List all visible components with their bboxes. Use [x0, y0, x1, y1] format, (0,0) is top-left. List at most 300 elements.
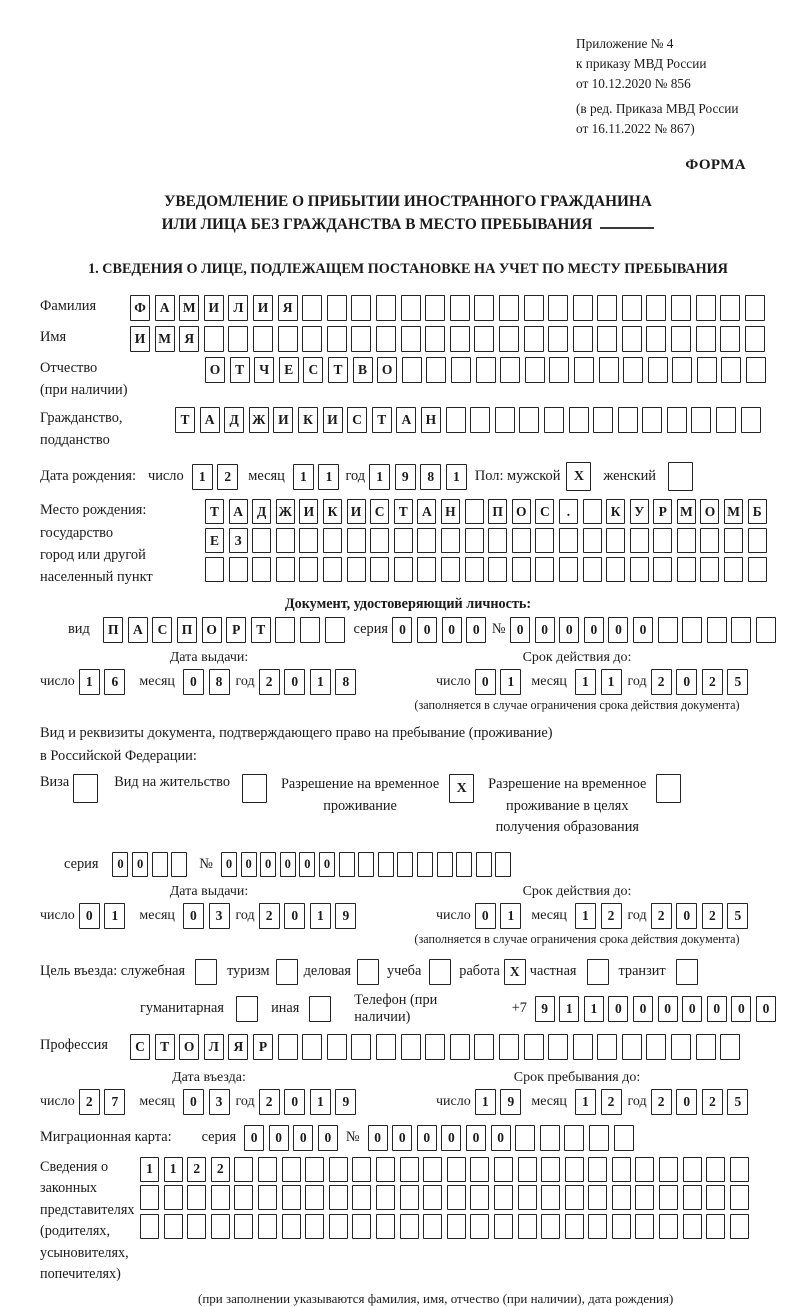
char-cell[interactable]: [548, 1034, 568, 1060]
char-cell[interactable]: [720, 326, 740, 352]
char-cell[interactable]: [470, 1157, 489, 1182]
char-cell[interactable]: 0: [244, 1125, 264, 1151]
char-cell[interactable]: 1: [318, 464, 339, 490]
char-cell[interactable]: 2: [702, 669, 723, 695]
char-cell[interactable]: [524, 295, 544, 321]
char-cell[interactable]: К: [323, 499, 342, 524]
char-cell[interactable]: [544, 407, 564, 433]
char-cell[interactable]: [470, 1214, 489, 1239]
char-cell[interactable]: [541, 1157, 560, 1182]
char-cell[interactable]: 8: [420, 464, 441, 490]
char-cell[interactable]: М: [179, 295, 199, 321]
char-cell[interactable]: [476, 357, 496, 383]
char-cell[interactable]: [646, 295, 666, 321]
char-cell[interactable]: 0: [79, 903, 100, 929]
char-cell[interactable]: [518, 1157, 537, 1182]
char-cell[interactable]: 9: [395, 464, 416, 490]
char-cell[interactable]: 0: [392, 617, 412, 643]
char-cell[interactable]: О: [700, 499, 719, 524]
char-cell[interactable]: 1: [140, 1157, 159, 1182]
char-cell[interactable]: 0: [731, 996, 751, 1022]
char-cell[interactable]: 0: [241, 852, 257, 877]
char-cell[interactable]: 2: [601, 1089, 622, 1115]
char-cell[interactable]: 0: [676, 903, 697, 929]
char-cell[interactable]: [437, 852, 453, 877]
char-cell[interactable]: [494, 1214, 513, 1239]
char-cell[interactable]: О: [205, 357, 225, 383]
char-cell[interactable]: [588, 1157, 607, 1182]
char-cell[interactable]: [305, 1157, 324, 1182]
char-cell[interactable]: [140, 1214, 159, 1239]
char-cell[interactable]: 0: [608, 996, 628, 1022]
char-cell[interactable]: [745, 295, 765, 321]
char-cell[interactable]: [512, 557, 531, 582]
residence-permit-checkbox[interactable]: [242, 774, 267, 803]
char-cell[interactable]: [474, 295, 494, 321]
char-cell[interactable]: [682, 617, 702, 643]
char-cell[interactable]: [559, 528, 578, 553]
char-cell[interactable]: Т: [155, 1034, 175, 1060]
char-cell[interactable]: [541, 1214, 560, 1239]
char-cell[interactable]: [465, 557, 484, 582]
char-cell[interactable]: [426, 357, 446, 383]
char-cell[interactable]: 8: [209, 669, 230, 695]
char-cell[interactable]: Р: [253, 1034, 273, 1060]
char-cell[interactable]: [327, 1034, 347, 1060]
char-cell[interactable]: [302, 1034, 322, 1060]
char-cell[interactable]: 0: [510, 617, 530, 643]
char-cell[interactable]: 2: [651, 669, 672, 695]
purpose-transit-checkbox[interactable]: [676, 959, 698, 985]
char-cell[interactable]: [329, 1214, 348, 1239]
char-cell[interactable]: Р: [653, 499, 672, 524]
char-cell[interactable]: 0: [633, 617, 653, 643]
char-cell[interactable]: [588, 1214, 607, 1239]
char-cell[interactable]: [302, 295, 322, 321]
char-cell[interactable]: 0: [584, 617, 604, 643]
char-cell[interactable]: С: [130, 1034, 150, 1060]
char-cell[interactable]: [278, 326, 298, 352]
char-cell[interactable]: [397, 852, 413, 877]
char-cell[interactable]: [646, 1034, 666, 1060]
char-cell[interactable]: [211, 1185, 230, 1210]
gender-male-checkbox[interactable]: [566, 462, 591, 491]
char-cell[interactable]: 2: [259, 903, 280, 929]
char-cell[interactable]: 2: [217, 464, 238, 490]
char-cell[interactable]: Н: [421, 407, 441, 433]
checkbox-cell[interactable]: [73, 774, 98, 803]
char-cell[interactable]: [499, 326, 519, 352]
char-cell[interactable]: [339, 852, 355, 877]
char-cell[interactable]: [299, 528, 318, 553]
char-cell[interactable]: [589, 1125, 609, 1151]
char-cell[interactable]: [671, 1034, 691, 1060]
char-cell[interactable]: [252, 528, 271, 553]
char-cell[interactable]: [659, 1214, 678, 1239]
char-cell[interactable]: С: [535, 499, 554, 524]
char-cell[interactable]: И: [347, 499, 366, 524]
char-cell[interactable]: [323, 528, 342, 553]
char-cell[interactable]: [573, 326, 593, 352]
char-cell[interactable]: 1: [293, 464, 314, 490]
char-cell[interactable]: 0: [260, 852, 276, 877]
char-cell[interactable]: 0: [676, 669, 697, 695]
char-cell[interactable]: [152, 852, 168, 877]
checkbox-cell[interactable]: [242, 774, 267, 803]
char-cell[interactable]: Н: [441, 499, 460, 524]
checkbox-cell[interactable]: X: [504, 959, 526, 985]
char-cell[interactable]: 0: [299, 852, 315, 877]
char-cell[interactable]: [258, 1157, 277, 1182]
char-cell[interactable]: 0: [132, 852, 148, 877]
char-cell[interactable]: [276, 557, 295, 582]
char-cell[interactable]: [667, 407, 687, 433]
char-cell[interactable]: [724, 557, 743, 582]
char-cell[interactable]: [583, 557, 602, 582]
char-cell[interactable]: [474, 326, 494, 352]
char-cell[interactable]: 1: [369, 464, 390, 490]
char-cell[interactable]: [697, 357, 717, 383]
char-cell[interactable]: [700, 528, 719, 553]
char-cell[interactable]: [606, 557, 625, 582]
char-cell[interactable]: [423, 1214, 442, 1239]
char-cell[interactable]: 1: [575, 1089, 596, 1115]
char-cell[interactable]: Я: [179, 326, 199, 352]
checkbox-cell[interactable]: [429, 959, 451, 985]
char-cell[interactable]: [565, 1157, 584, 1182]
char-cell[interactable]: 0: [475, 669, 496, 695]
char-cell[interactable]: 0: [707, 996, 727, 1022]
char-cell[interactable]: 9: [535, 996, 555, 1022]
char-cell[interactable]: [402, 357, 422, 383]
char-cell[interactable]: [425, 326, 445, 352]
char-cell[interactable]: [696, 295, 716, 321]
char-cell[interactable]: [748, 528, 767, 553]
checkbox-cell[interactable]: [236, 996, 258, 1022]
checkbox-cell[interactable]: [276, 959, 298, 985]
purpose-official-checkbox[interactable]: [195, 959, 217, 985]
char-cell[interactable]: [583, 528, 602, 553]
char-cell[interactable]: Т: [328, 357, 348, 383]
char-cell[interactable]: 1: [310, 669, 331, 695]
char-cell[interactable]: [441, 557, 460, 582]
char-cell[interactable]: [559, 557, 578, 582]
purpose-tourism-checkbox[interactable]: [276, 959, 298, 985]
char-cell[interactable]: 3: [209, 903, 230, 929]
char-cell[interactable]: [618, 407, 638, 433]
char-cell[interactable]: [187, 1214, 206, 1239]
char-cell[interactable]: [456, 852, 472, 877]
char-cell[interactable]: [495, 852, 511, 877]
char-cell[interactable]: [730, 1185, 749, 1210]
checkbox-cell[interactable]: X: [449, 774, 474, 803]
checkbox-cell[interactable]: [587, 959, 609, 985]
char-cell[interactable]: [659, 1157, 678, 1182]
char-cell[interactable]: 0: [319, 852, 335, 877]
char-cell[interactable]: [635, 1185, 654, 1210]
char-cell[interactable]: [691, 407, 711, 433]
char-cell[interactable]: 2: [601, 903, 622, 929]
char-cell[interactable]: [671, 326, 691, 352]
char-cell[interactable]: [583, 499, 602, 524]
char-cell[interactable]: [541, 1185, 560, 1210]
char-cell[interactable]: [465, 528, 484, 553]
char-cell[interactable]: П: [488, 499, 507, 524]
char-cell[interactable]: [653, 528, 672, 553]
char-cell[interactable]: Я: [228, 1034, 248, 1060]
char-cell[interactable]: Л: [204, 1034, 224, 1060]
char-cell[interactable]: [671, 295, 691, 321]
char-cell[interactable]: 0: [466, 1125, 486, 1151]
char-cell[interactable]: С: [370, 499, 389, 524]
char-cell[interactable]: С: [152, 617, 172, 643]
char-cell[interactable]: [441, 528, 460, 553]
char-cell[interactable]: 0: [756, 996, 776, 1022]
char-cell[interactable]: [476, 852, 492, 877]
char-cell[interactable]: М: [724, 499, 743, 524]
char-cell[interactable]: Д: [224, 407, 244, 433]
char-cell[interactable]: [258, 1214, 277, 1239]
char-cell[interactable]: [228, 326, 248, 352]
char-cell[interactable]: 0: [284, 903, 305, 929]
char-cell[interactable]: 0: [535, 617, 555, 643]
char-cell[interactable]: [488, 528, 507, 553]
char-cell[interactable]: [612, 1214, 631, 1239]
char-cell[interactable]: [347, 557, 366, 582]
char-cell[interactable]: [565, 1185, 584, 1210]
char-cell[interactable]: 1: [446, 464, 467, 490]
char-cell[interactable]: [642, 407, 662, 433]
char-cell[interactable]: 1: [601, 669, 622, 695]
char-cell[interactable]: [370, 557, 389, 582]
char-cell[interactable]: 0: [368, 1125, 388, 1151]
char-cell[interactable]: [400, 1214, 419, 1239]
char-cell[interactable]: [635, 1214, 654, 1239]
char-cell[interactable]: [630, 528, 649, 553]
char-cell[interactable]: 0: [658, 996, 678, 1022]
checkbox-cell[interactable]: X: [566, 462, 591, 491]
char-cell[interactable]: 1: [575, 903, 596, 929]
char-cell[interactable]: 0: [466, 617, 486, 643]
char-cell[interactable]: 2: [259, 1089, 280, 1115]
char-cell[interactable]: [450, 1034, 470, 1060]
char-cell[interactable]: [525, 357, 545, 383]
char-cell[interactable]: 1: [500, 903, 521, 929]
char-cell[interactable]: 5: [727, 903, 748, 929]
char-cell[interactable]: [646, 326, 666, 352]
checkbox-cell[interactable]: [668, 462, 693, 491]
char-cell[interactable]: [370, 528, 389, 553]
char-cell[interactable]: 0: [280, 852, 296, 877]
char-cell[interactable]: [376, 1034, 396, 1060]
char-cell[interactable]: [423, 1157, 442, 1182]
char-cell[interactable]: 0: [559, 617, 579, 643]
char-cell[interactable]: [276, 528, 295, 553]
char-cell[interactable]: Я: [278, 295, 298, 321]
char-cell[interactable]: [515, 1125, 535, 1151]
char-cell[interactable]: [329, 1157, 348, 1182]
char-cell[interactable]: 6: [104, 669, 125, 695]
char-cell[interactable]: [394, 557, 413, 582]
char-cell[interactable]: [720, 1034, 740, 1060]
char-cell[interactable]: 2: [187, 1157, 206, 1182]
char-cell[interactable]: М: [155, 326, 175, 352]
char-cell[interactable]: Ч: [254, 357, 274, 383]
char-cell[interactable]: И: [299, 499, 318, 524]
char-cell[interactable]: [653, 557, 672, 582]
char-cell[interactable]: [299, 557, 318, 582]
char-cell[interactable]: [741, 407, 761, 433]
char-cell[interactable]: [593, 407, 613, 433]
char-cell[interactable]: 1: [164, 1157, 183, 1182]
char-cell[interactable]: [470, 1185, 489, 1210]
char-cell[interactable]: [401, 326, 421, 352]
char-cell[interactable]: А: [396, 407, 416, 433]
char-cell[interactable]: [535, 557, 554, 582]
char-cell[interactable]: 2: [651, 903, 672, 929]
char-cell[interactable]: 0: [293, 1125, 313, 1151]
char-cell[interactable]: Т: [394, 499, 413, 524]
char-cell[interactable]: 2: [259, 669, 280, 695]
char-cell[interactable]: [376, 295, 396, 321]
char-cell[interactable]: Т: [372, 407, 392, 433]
char-cell[interactable]: [423, 1185, 442, 1210]
char-cell[interactable]: 9: [335, 903, 356, 929]
char-cell[interactable]: [597, 326, 617, 352]
char-cell[interactable]: [494, 1185, 513, 1210]
purpose-other-checkbox[interactable]: [309, 996, 331, 1022]
char-cell[interactable]: [499, 295, 519, 321]
char-cell[interactable]: [450, 326, 470, 352]
char-cell[interactable]: [376, 1185, 395, 1210]
char-cell[interactable]: И: [253, 295, 273, 321]
char-cell[interactable]: А: [155, 295, 175, 321]
char-cell[interactable]: И: [323, 407, 343, 433]
char-cell[interactable]: 1: [310, 1089, 331, 1115]
char-cell[interactable]: [519, 407, 539, 433]
char-cell[interactable]: 1: [559, 996, 579, 1022]
char-cell[interactable]: 0: [318, 1125, 338, 1151]
char-cell[interactable]: [282, 1214, 301, 1239]
char-cell[interactable]: [417, 852, 433, 877]
char-cell[interactable]: Л: [228, 295, 248, 321]
char-cell[interactable]: [677, 557, 696, 582]
char-cell[interactable]: [447, 1185, 466, 1210]
char-cell[interactable]: 0: [491, 1125, 511, 1151]
char-cell[interactable]: А: [128, 617, 148, 643]
char-cell[interactable]: [565, 1214, 584, 1239]
char-cell[interactable]: 2: [211, 1157, 230, 1182]
char-cell[interactable]: [234, 1185, 253, 1210]
purpose-work-checkbox[interactable]: [504, 959, 526, 985]
char-cell[interactable]: [599, 357, 619, 383]
char-cell[interactable]: 0: [284, 669, 305, 695]
char-cell[interactable]: [495, 407, 515, 433]
char-cell[interactable]: [700, 557, 719, 582]
char-cell[interactable]: [524, 326, 544, 352]
char-cell[interactable]: [564, 1125, 584, 1151]
char-cell[interactable]: [474, 1034, 494, 1060]
char-cell[interactable]: [730, 1157, 749, 1182]
char-cell[interactable]: 0: [183, 1089, 204, 1115]
char-cell[interactable]: 0: [633, 996, 653, 1022]
purpose-humanitarian-checkbox[interactable]: [236, 996, 258, 1022]
char-cell[interactable]: [549, 357, 569, 383]
char-cell[interactable]: 1: [575, 669, 596, 695]
char-cell[interactable]: 0: [442, 617, 462, 643]
char-cell[interactable]: [164, 1185, 183, 1210]
char-cell[interactable]: [302, 326, 322, 352]
char-cell[interactable]: [683, 1185, 702, 1210]
char-cell[interactable]: [614, 1125, 634, 1151]
char-cell[interactable]: [706, 1214, 725, 1239]
char-cell[interactable]: [524, 1034, 544, 1060]
char-cell[interactable]: 5: [727, 669, 748, 695]
char-cell[interactable]: [352, 1185, 371, 1210]
char-cell[interactable]: Р: [226, 617, 246, 643]
char-cell[interactable]: [612, 1185, 631, 1210]
char-cell[interactable]: [635, 1157, 654, 1182]
char-cell[interactable]: [720, 295, 740, 321]
char-cell[interactable]: С: [303, 357, 323, 383]
char-cell[interactable]: [450, 295, 470, 321]
char-cell[interactable]: [351, 1034, 371, 1060]
edu-permit-checkbox[interactable]: [656, 774, 681, 803]
char-cell[interactable]: Е: [279, 357, 299, 383]
char-cell[interactable]: [329, 1185, 348, 1210]
char-cell[interactable]: Б: [748, 499, 767, 524]
char-cell[interactable]: [447, 1214, 466, 1239]
char-cell[interactable]: О: [377, 357, 397, 383]
char-cell[interactable]: [612, 1157, 631, 1182]
char-cell[interactable]: 3: [209, 1089, 230, 1115]
char-cell[interactable]: .: [559, 499, 578, 524]
char-cell[interactable]: 9: [500, 1089, 521, 1115]
char-cell[interactable]: 1: [192, 464, 213, 490]
char-cell[interactable]: Т: [230, 357, 250, 383]
char-cell[interactable]: 2: [79, 1089, 100, 1115]
char-cell[interactable]: [401, 295, 421, 321]
char-cell[interactable]: [447, 1157, 466, 1182]
char-cell[interactable]: [187, 1185, 206, 1210]
char-cell[interactable]: [305, 1185, 324, 1210]
char-cell[interactable]: Ж: [249, 407, 269, 433]
char-cell[interactable]: [400, 1157, 419, 1182]
char-cell[interactable]: [465, 499, 484, 524]
char-cell[interactable]: [378, 852, 394, 877]
char-cell[interactable]: 0: [112, 852, 128, 877]
char-cell[interactable]: [746, 357, 766, 383]
char-cell[interactable]: [606, 528, 625, 553]
char-cell[interactable]: 1: [584, 996, 604, 1022]
char-cell[interactable]: [706, 1157, 725, 1182]
char-cell[interactable]: Д: [252, 499, 271, 524]
char-cell[interactable]: К: [606, 499, 625, 524]
char-cell[interactable]: [352, 1157, 371, 1182]
char-cell[interactable]: [548, 326, 568, 352]
char-cell[interactable]: 0: [221, 852, 237, 877]
char-cell[interactable]: 1: [500, 669, 521, 695]
char-cell[interactable]: 0: [269, 1125, 289, 1151]
char-cell[interactable]: В: [353, 357, 373, 383]
char-cell[interactable]: [323, 557, 342, 582]
char-cell[interactable]: 2: [702, 903, 723, 929]
char-cell[interactable]: [305, 1214, 324, 1239]
char-cell[interactable]: [376, 1214, 395, 1239]
char-cell[interactable]: [425, 1034, 445, 1060]
char-cell[interactable]: 0: [183, 903, 204, 929]
char-cell[interactable]: [352, 1214, 371, 1239]
